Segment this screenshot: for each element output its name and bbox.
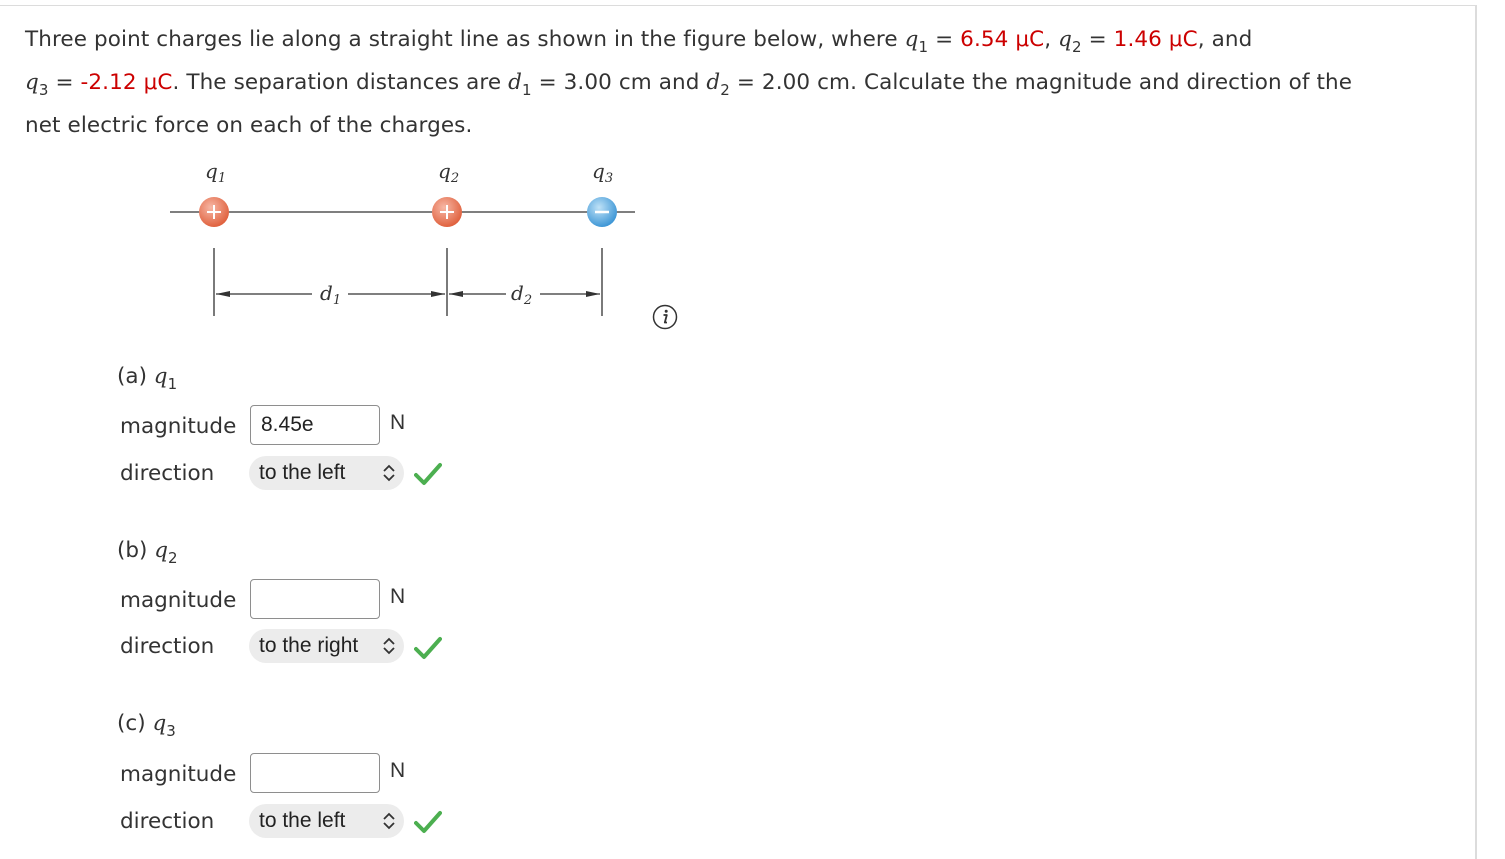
info-icon[interactable] <box>652 304 678 330</box>
q3-value: -2.12 μC <box>80 70 173 95</box>
chevron-updown-icon <box>382 804 396 838</box>
part-c-label: (c) $q_3$ <box>117 711 176 740</box>
chevron-updown-icon <box>382 456 396 490</box>
part-c-unit: N <box>390 759 406 782</box>
part-c-magnitude-label: magnitude <box>120 762 237 787</box>
check-icon <box>414 462 442 486</box>
svg-text:d1: $d_1$ <box>320 281 342 308</box>
charge-q2 <box>432 197 462 227</box>
charges-figure <box>160 150 660 325</box>
part-a-label: (a) $q_1$ <box>117 364 178 393</box>
d1-dimension <box>216 281 445 308</box>
frame-top-border <box>0 5 1476 6</box>
q2-value: 1.46 μC <box>1113 27 1198 52</box>
svg-text:d2: $d_2$ <box>511 281 533 308</box>
frame-right-border <box>1475 5 1477 859</box>
q1-value: 6.54 μC <box>960 27 1045 52</box>
part-b-unit: N <box>390 585 406 608</box>
part-b-label: (b) $q_2$ <box>117 538 178 567</box>
check-icon <box>414 810 442 834</box>
check-icon <box>414 636 442 660</box>
part-b-direction-select[interactable]: to the right <box>249 629 404 663</box>
part-a-magnitude-input[interactable]: 8.45e <box>250 405 380 445</box>
charge-q3 <box>587 197 617 227</box>
part-c-magnitude-input[interactable] <box>250 753 380 793</box>
part-b-magnitude-label: magnitude <box>120 588 237 613</box>
fig-label-q1: $q_1$ <box>205 159 227 186</box>
part-a-direction-select[interactable]: to the left <box>249 456 404 490</box>
part-b-direction-label: direction <box>120 634 215 659</box>
part-a-unit: N <box>390 411 406 434</box>
d2-dimension <box>449 281 600 308</box>
fig-label-q2: $q_2$ <box>438 159 460 186</box>
part-c-direction-label: direction <box>120 809 215 834</box>
problem-statement: Three point charges lie along a straight line as shown in the figure below, where $q_1 = 6.54$ μC, $q_2 = 1.46$ μC, and $q_3 = -2.12$ μC. The separation distances are $d_1 = 3.00$ cm and $d_2 = 2.00$ cm. Calculate the magnitude and direction of the net electric force on each of the charges. <box>25 27 1353 138</box>
charge-q1 <box>199 197 229 227</box>
fig-label-q3: $q_3$ <box>592 159 614 186</box>
chevron-updown-icon <box>382 629 396 663</box>
part-b-magnitude-input[interactable] <box>250 579 380 619</box>
part-c-direction-select[interactable]: to the left <box>249 804 404 838</box>
part-a-direction-label: direction <box>120 461 215 486</box>
part-a-magnitude-label: magnitude <box>120 414 237 439</box>
